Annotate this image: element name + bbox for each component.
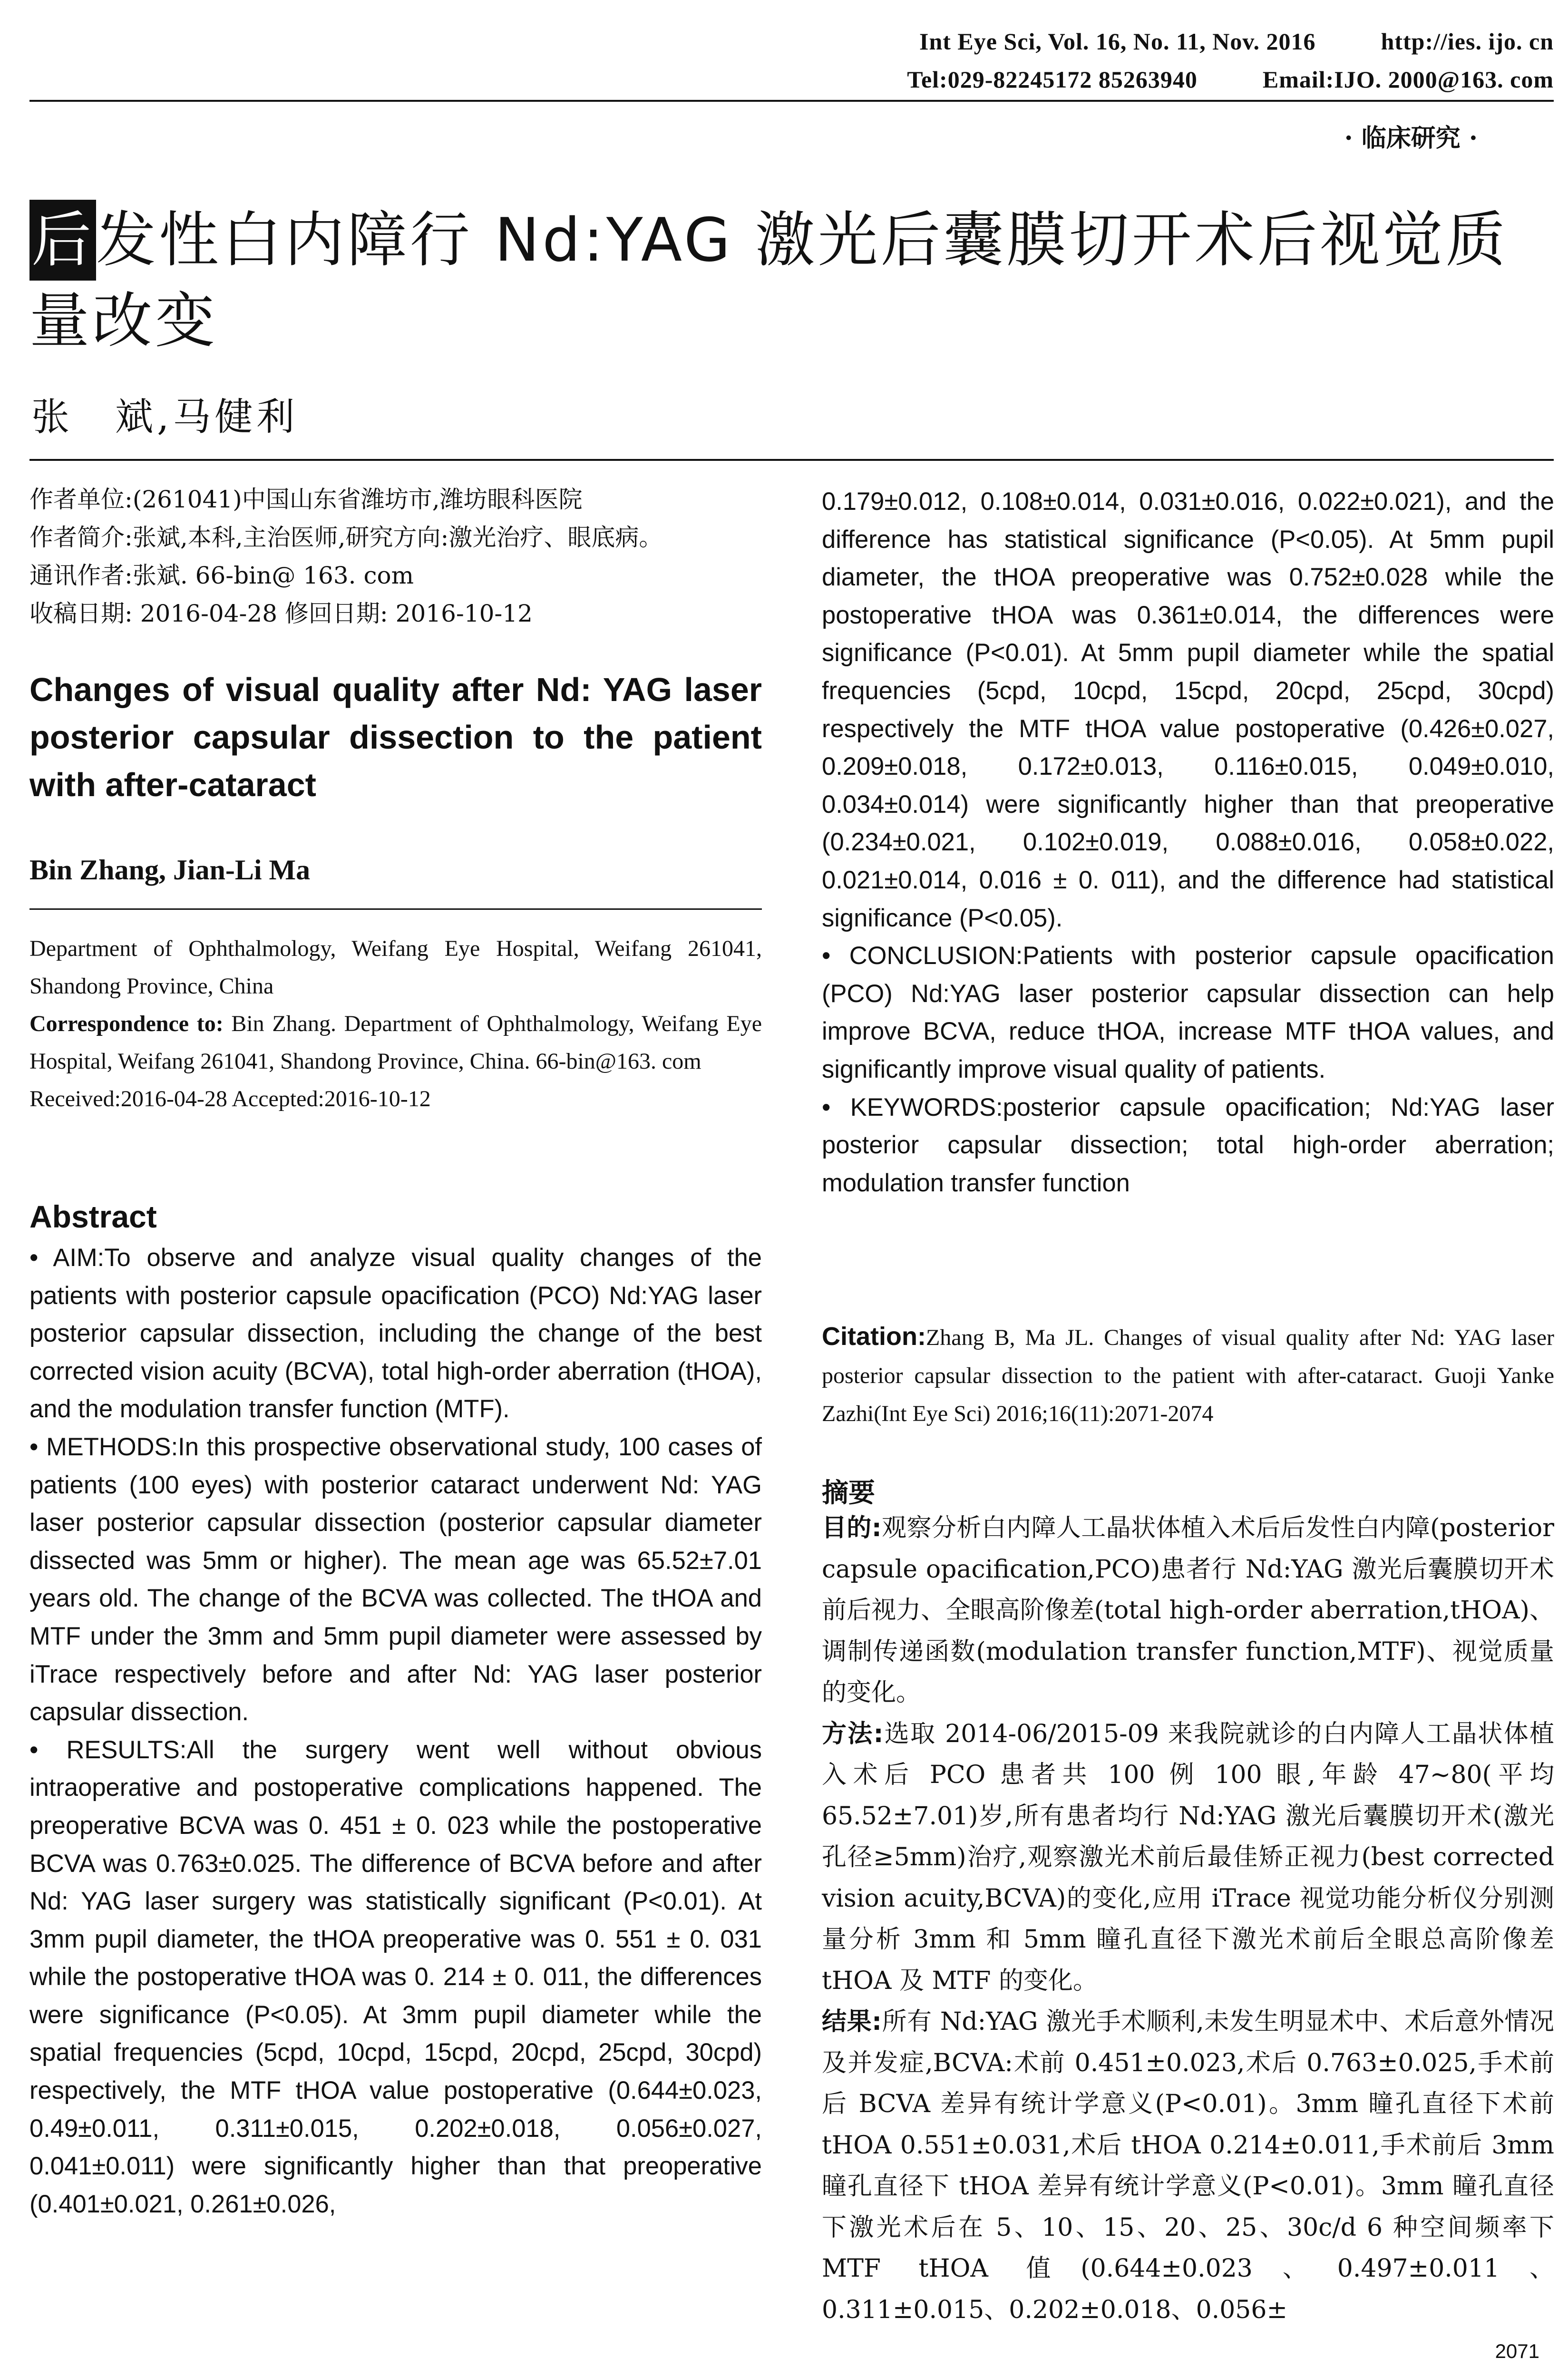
journal-header (919, 28, 1554, 55)
received-accepted: Received:2016-04-28 Accepted:2016-10-12 (29, 1086, 431, 1111)
abstract-results-continued: 0.179±0.012, 0.108±0.014, 0.031±0.016, 0.022±0.021), and the difference has statistical significance (P<0.05). At 5mm pupil diameter, the tHOA preoperative was 0.752±0.028 while the postoperative tHOA was 0.361±0.014, the differences were significance (P<0.01). At 5mm pupil diameter while the spatial frequencies (5cpd, 10cpd, 15cpd, 20cpd, 25cpd, 30cpd) respectively the MTF tHOA value postoperative (0.426±0.027, 0.209±0.018, 0.172±0.013, 0.116±0.015, 0.049±0.010, 0.034±0.014) were significantly higher than that preoperative (0.234±0.021, 0.102±0.019, 0.088±0.016, 0.058±0.022, 0.021±0.014, 0.016 ± 0. 011), and the difference had statistical significance (P<0.05). (822, 487, 1554, 932)
correspondence (29, 1005, 762, 1080)
journal-url[interactable]: http://ies. ijo. cn (1381, 28, 1554, 55)
journal-contact (907, 66, 1554, 93)
column-tag: · 临床研究 · (1344, 124, 1478, 153)
citation-text: Zhang B, Ma JL. Changes of visual quality after Nd: YAG laser posterior capsular dissection to the patient with after-cataract. Guoji Yanke Zazhi(Int Eye Sci) 2016;16(11):2071-2074 (822, 1325, 1554, 1426)
affiliation-rule (29, 908, 762, 910)
cn-abstract-heading: 摘要 (822, 1477, 875, 1509)
cn-meta-affiliation: 作者单位:(261041)中国山东省潍坊市,潍坊眼科医院 (29, 486, 583, 513)
abstract-keywords (822, 1089, 1554, 1202)
results-text: All the surgery went well without obvious intraoperative and postoperative complications happened. The preoperative BCVA was 0. 451 ± 0. 023 while the postoperative BCVA was 0.763±0.025. The difference of BCVA before and after Nd: YAG laser surgery was statistically significant (P<0.01). At 3mm pupil diameter, the tHOA preoperative was 0. 551 ± 0. 031 while the postoperative tHOA was 0. 214 ± 0. 011, the differences were significance (P<0.05). At 3mm pupil diameter while the spatial frequencies (5cpd, 10cpd, 15cpd, 20cpd, 25cpd, 30cpd) respectively, the MTF tHOA value postoperative (0.644±0.023, 0.49±0.011, 0.311±0.015, 0.202±0.018, 0.056±0.027, 0.041±0.011) were significantly higher than that preoperative (0.401±0.021, 0.261±0.026, (29, 1735, 762, 2218)
authors-cn: 张 斌,马健利 (31, 395, 299, 439)
affiliation-block (29, 930, 762, 1118)
methods-label: • METHODS: (29, 1432, 178, 1461)
title-text: 发性白内障行 Nd:YAG 激光后囊膜切开术后视觉质量改变 (29, 205, 1509, 356)
conclusion-text: Patients with posterior capsule opacification (PCO) Nd:YAG laser posterior capsular dissection can help improve BCVA, reduce tHOA, increase MTF tHOA values, and significantly improve visual quality of patients. (822, 942, 1554, 1083)
cn-meta (29, 480, 762, 633)
cn-meta-author-bio: 作者简介:张斌,本科,主治医师,研究方向:激光治疗、眼底病。 (29, 524, 663, 551)
abstract-aim (29, 1239, 762, 1428)
aim-label: • AIM: (29, 1244, 105, 1272)
title-first-char: 后 (29, 200, 96, 281)
page-number: 2071 (1495, 2340, 1539, 2362)
article-title (29, 200, 1551, 361)
cn-results-text: 所有 Nd:YAG 激光手术顺利,未发生明显术中、术后意外情况及并发症,BCVA:术前 0.451±0.023,术后 0.763±0.025,手术前后 BCVA 差异有统计学意义(P<0.01)。3mm 瞳孔直径下术前 tHOA 0.551±0.031,术后 tHOA 0.214±0.011,手术前后 3mm 瞳孔直径下 tHOA 差异有统计学意义(P<0.01)。3mm 瞳孔直径下激光术后在 5、10、15、20、25、30c/d 6 种空间频率下 MTF tHOA 值(0.644±0.023、0.497±0.011、0.311±0.015、0.202±0.018、0.056± (822, 2007, 1555, 2324)
conclusion-label: • CONCLUSION: (822, 942, 1023, 970)
abstract-left (29, 1239, 762, 2223)
cn-aim-label: 目的: (822, 1514, 882, 1542)
cn-meta-correspondence: 通讯作者:张斌. 66-bin@ 163. com (29, 562, 414, 589)
header-rule (29, 100, 1554, 102)
abstract-right (822, 483, 1554, 1202)
citation-block (822, 1317, 1554, 1433)
journal-email[interactable]: Email:IJO. 2000@163. com (1262, 66, 1554, 93)
english-title: Changes of visual quality after Nd: YAG laser posterior capsular dissection to the patient with after-cataract (29, 671, 762, 803)
aim-text: To observe and analyze visual quality changes of the patients with posterior capsule opacification (PCO) Nd:YAG laser posterior capsular dissection, including the change of the best corrected vision acuity (BCVA), total high-order aberration (tHOA), and the modulation transfer function (MTF). (29, 1244, 762, 1423)
abstract-conclusion (822, 937, 1554, 1088)
abstract-methods (29, 1428, 762, 1731)
cn-aim-text: 观察分析白内障人工晶状体植入术后后发性白内障(posterior capsule opacification,PCO)患者行 Nd:YAG 激光后囊膜切开术前后视力、全眼高阶像差(total high-order aberration,tHOA)、调制传递函数(modulation transfer function,MTF)、视觉质量的变化。 (822, 1514, 1555, 1707)
english-authors: Bin Zhang, Jian-Li Ma (29, 854, 311, 886)
abstract-heading: Abstract (29, 1199, 157, 1234)
cn-abstract-methods (822, 1714, 1554, 2002)
cn-methods-text: 选取 2014-06/2015-09 来我院就诊的白内障人工晶状体植入术后 PCO 患者共 100 例 100 眼,年龄 47~80(平均 65.52±7.01)岁,所有患者均行 Nd:YAG 激光后囊膜切开术(激光孔径≥5mm)治疗,观察激光术前后最佳矫正视力(best corrected vision acuity,BCVA)的变化,应用 iTrace 视觉功能分析仪分别测量分析 3mm 和 5mm 瞳孔直径下激光术前后全眼总高阶像差 tHOA 及 MTF 的变化。 (822, 1719, 1555, 1995)
keywords-text: posterior capsule opacification; Nd:YAG laser posterior capsular dissection; total high-order aberration; modulation transfer function (822, 1093, 1554, 1197)
keywords-label: • KEYWORDS: (822, 1093, 1003, 1121)
cn-abstract-results (822, 2001, 1554, 2330)
methods-text: In this prospective observational study, 100 cases of patients (100 eyes) with posterior cataract underwent Nd: YAG laser posterior capsular dissection (posterior capsular diameter dissected was 5mm or higher). The mean age was 65.52±7.01 years old. The change of the BCVA was collected. The tHOA and MTF under the 3mm and 5mm pupil diameter were assessed by iTrace respectively before and after Nd: YAG laser posterior capsular dissection. (29, 1432, 762, 1726)
cn-methods-label: 方法: (822, 1719, 884, 1748)
affiliation: Department of Ophthalmology, Weifang Eye Hospital, Weifang 261041, Shandong Province, China (29, 936, 762, 999)
journal-tel: Tel:029-82245172 85263940 (907, 66, 1198, 93)
cn-meta-dates: 收稿日期: 2016-04-28 修回日期: 2016-10-12 (29, 600, 533, 627)
abstract-results (29, 1731, 762, 2223)
results-label: • RESULTS: (29, 1735, 187, 1764)
journal-citation-line: Int Eye Sci, Vol. 16, No. 11, Nov. 2016 (919, 28, 1316, 55)
authors-rule (29, 459, 1554, 461)
cn-abstract-aim (822, 1508, 1554, 1714)
correspondence-label: Correspondence to: (29, 1011, 224, 1036)
cn-abstract (822, 1508, 1554, 2330)
correspondence-text: Bin Zhang. Department of Ophthalmology, Weifang Eye Hospital, Weifang 261041, Shandong Province, China. 66-bin@163. com (29, 1011, 762, 1074)
citation-label: Citation: (822, 1322, 926, 1351)
cn-results-label: 结果: (822, 2007, 882, 2036)
